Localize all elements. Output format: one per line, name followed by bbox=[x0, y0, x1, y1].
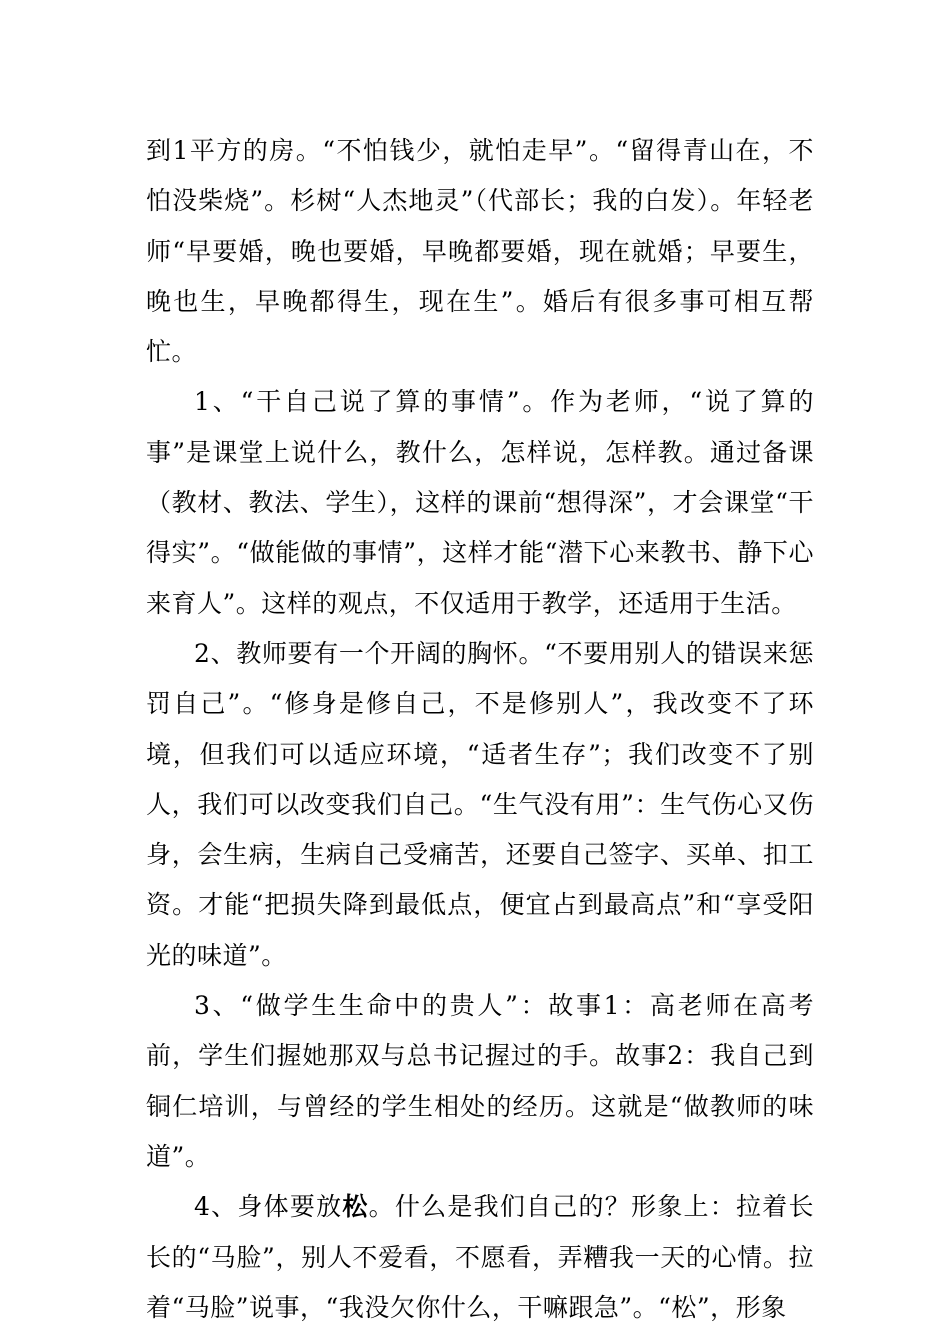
document-body bbox=[146, 126, 814, 1333]
paragraph-continuation: 到1平方的房。“不怕钱少，就怕走早”。“留得青山在，不怕没柴烧”。杉树“人杰地灵”（代部长；我的白发）。年轻老师“早要婚，晚也要婚，早晚都要婚，现在就婚；早要生，晚也生，早晚都得生，现在生”。婚后有很多事可相互帮忙。 bbox=[146, 136, 814, 367]
paragraph-point-1: 1、“干自己说了算的事情”。作为老师，“说了算的事”是课堂上说什么，教什么，怎样说，怎样教。通过备课（教材、教法、学生），这样的课前“想得深”，才会课堂“干得实”。“做能做的事情”，这样才能“潜下心来教书、静下心来育人”。这样的观点，不仅适用于教学，还适用于生活。 bbox=[146, 387, 814, 618]
paragraph-point-3: 3、“做学生生命中的贵人”：故事1：高老师在高考前，学生们握她那双与总书记握过的手。故事2：我自己到铜仁培训，与曾经的学生相处的经历。这就是“做教师的味道”。 bbox=[146, 991, 814, 1171]
bold-word: 松 bbox=[342, 1192, 369, 1222]
paragraph-point-4-start: 4、身体要放 bbox=[194, 1192, 343, 1222]
paragraph-point-4 bbox=[146, 1182, 814, 1333]
paragraph-point-2: 2、教师要有一个开阔的胸怀。“不要用别人的错误来惩罚自己”。“修身是修自己，不是修别人”，我改变不了环境，但我们可以适应环境，“适者生存”；我们改变不了别人，我们可以改变我们自己。“生气没有用”：生气伤心又伤身，会生病，生病自己受痛苦，还要自己签字、买单、扣工资。才能“把损失降到最低点，便宜占到最高点”和“享受阳光的味道”。 bbox=[146, 638, 814, 970]
paragraph-point-4-rest: 。什么是我们自己的？形象上：拉着长长的“马脸”，别人不爱看，不愿看，弄糟我一天的心情。拉着“马脸”说事，“我没欠你什么，干嘛跟急”。“松”，形象 bbox=[146, 1192, 814, 1322]
